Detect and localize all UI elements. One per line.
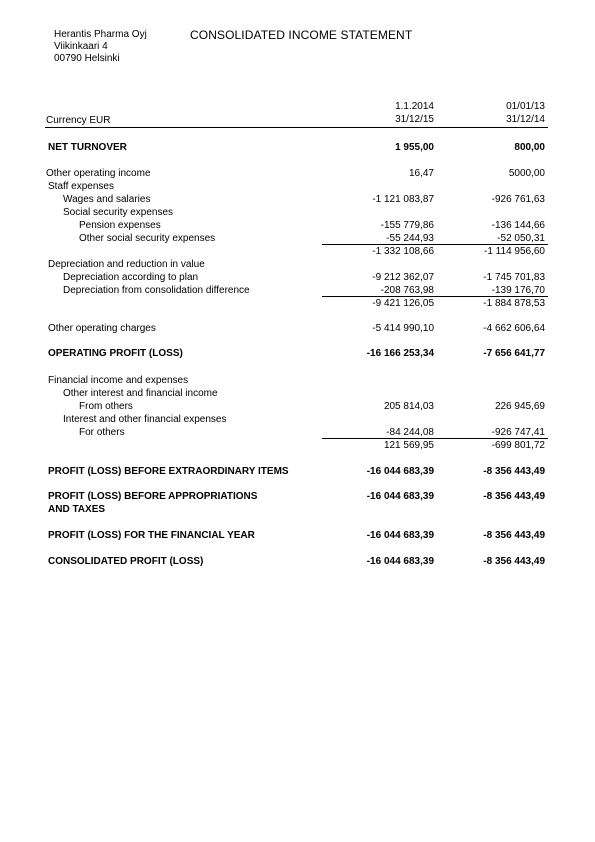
row-label: From others [79,401,133,412]
statement-row [0,503,595,516]
row-value-2014: -926 747,41 [491,427,545,438]
row-value-2014: -8 356 443,49 [483,491,545,502]
column-2-end-date: 31/12/14 [506,114,545,125]
row-value-2014: -136 144,66 [491,220,545,231]
row-label: Financial income and expenses [48,375,189,386]
row-label: Other interest and financial income [63,388,218,399]
row-label: Depreciation from consolidation difference [63,285,250,296]
statement-row [0,206,595,219]
statement-row [0,258,595,271]
statement-row [0,374,595,387]
column-2-start-date: 01/01/13 [506,101,545,112]
row-value-2014: -1 884 878,53 [483,298,545,309]
company-name: Herantis Pharma Oyj [54,29,147,40]
row-label: Depreciation according to plan [63,272,199,283]
statement-row [0,529,595,542]
statement-row [0,193,595,206]
row-value-2015: -1 121 083,87 [372,194,434,205]
statement-row [0,271,595,284]
row-label: OPERATING PROFIT (LOSS) [48,348,183,359]
header-divider [45,127,548,128]
statement-row [0,555,595,568]
row-value-2014: 800,00 [514,142,545,153]
document-title: CONSOLIDATED INCOME STATEMENT [190,28,413,42]
row-value-2014: 5000,00 [508,168,545,179]
statement-row [0,439,595,452]
company-postal: 00790 Helsinki [54,53,120,64]
row-value-2015: -16 166 253,34 [366,348,434,359]
row-label: Wages and salaries [63,194,151,205]
row-label: PROFIT (LOSS) FOR THE FINANCIAL YEAR [48,530,255,541]
row-label: Social security expenses [63,207,174,218]
row-value-2015: 121 569,95 [383,440,434,451]
row-value-2014: -52 050,31 [497,233,545,244]
row-label: Other operating charges [48,323,156,334]
row-value-2015: -84 244,08 [386,427,434,438]
row-value-2015: 205 814,03 [383,401,434,412]
statement-row [0,490,595,503]
statement-row [0,322,595,335]
column-1-end-date: 31/12/15 [395,114,434,125]
statement-row [0,219,595,232]
statement-row [0,400,595,413]
statement-row [0,245,595,258]
row-label: PROFIT (LOSS) BEFORE EXTRAORDINARY ITEMS [48,466,289,477]
row-value-2015: -55 244,93 [386,233,434,244]
statement-row [0,413,595,426]
statement-row [0,347,595,360]
row-label: Other social security expenses [79,233,216,244]
row-value-2014: -4 662 606,64 [483,323,545,334]
row-value-2015: -16 044 683,39 [366,491,434,502]
subtotal-line [322,244,548,245]
row-value-2015: -16 044 683,39 [366,530,434,541]
statement-row [0,387,595,400]
row-label: NET TURNOVER [48,142,127,153]
row-value-2015: -9 421 126,05 [372,298,434,309]
row-label: For others [79,427,125,438]
row-label: Interest and other financial expenses [63,414,227,425]
row-value-2014: -8 356 443,49 [483,466,545,477]
row-value-2014: -1 114 956,60 [484,246,545,257]
row-label: Other operating income [46,168,151,179]
row-value-2015: -9 212 362,07 [372,272,434,283]
company-address [54,29,147,65]
row-label: Depreciation and reduction in value [48,259,205,270]
column-1-start-date: 1.1.2014 [395,101,434,112]
row-value-2015: -16 044 683,39 [366,556,434,567]
subtotal-line [322,438,548,439]
row-label: AND TAXES [48,504,106,515]
row-value-2015: -16 044 683,39 [366,466,434,477]
row-value-2015: -155 779,86 [380,220,434,231]
currency-label: Currency EUR [46,115,111,126]
row-label: PROFIT (LOSS) BEFORE APPROPRIATIONS [48,491,258,502]
statement-row [0,141,595,154]
row-value-2014: -1 745 701,83 [483,272,545,283]
row-label: Pension expenses [79,220,161,231]
row-value-2014: 226 945,69 [494,401,545,412]
row-value-2014: -7 656 641,77 [483,348,545,359]
row-value-2014: -926 761,63 [491,194,545,205]
statement-row [0,465,595,478]
subtotal-line [322,296,548,297]
row-value-2014: -699 801,72 [491,440,545,451]
statement-row [0,297,595,310]
row-value-2015: -5 414 990,10 [372,323,434,334]
row-value-2015: -208 763,98 [380,285,434,296]
row-value-2014: -8 356 443,49 [483,530,545,541]
row-value-2014: -139 176,70 [491,285,545,296]
row-value-2015: -1 332 108,66 [372,246,434,257]
row-label: CONSOLIDATED PROFIT (LOSS) [48,556,204,567]
row-label: Staff expenses [48,181,114,192]
statement-row [0,180,595,193]
company-street: Viikinkaari 4 [54,41,108,52]
row-value-2014: -8 356 443,49 [483,556,545,567]
row-value-2015: 16,47 [408,168,434,179]
row-value-2015: 1 955,00 [395,142,434,153]
statement-row [0,167,595,180]
